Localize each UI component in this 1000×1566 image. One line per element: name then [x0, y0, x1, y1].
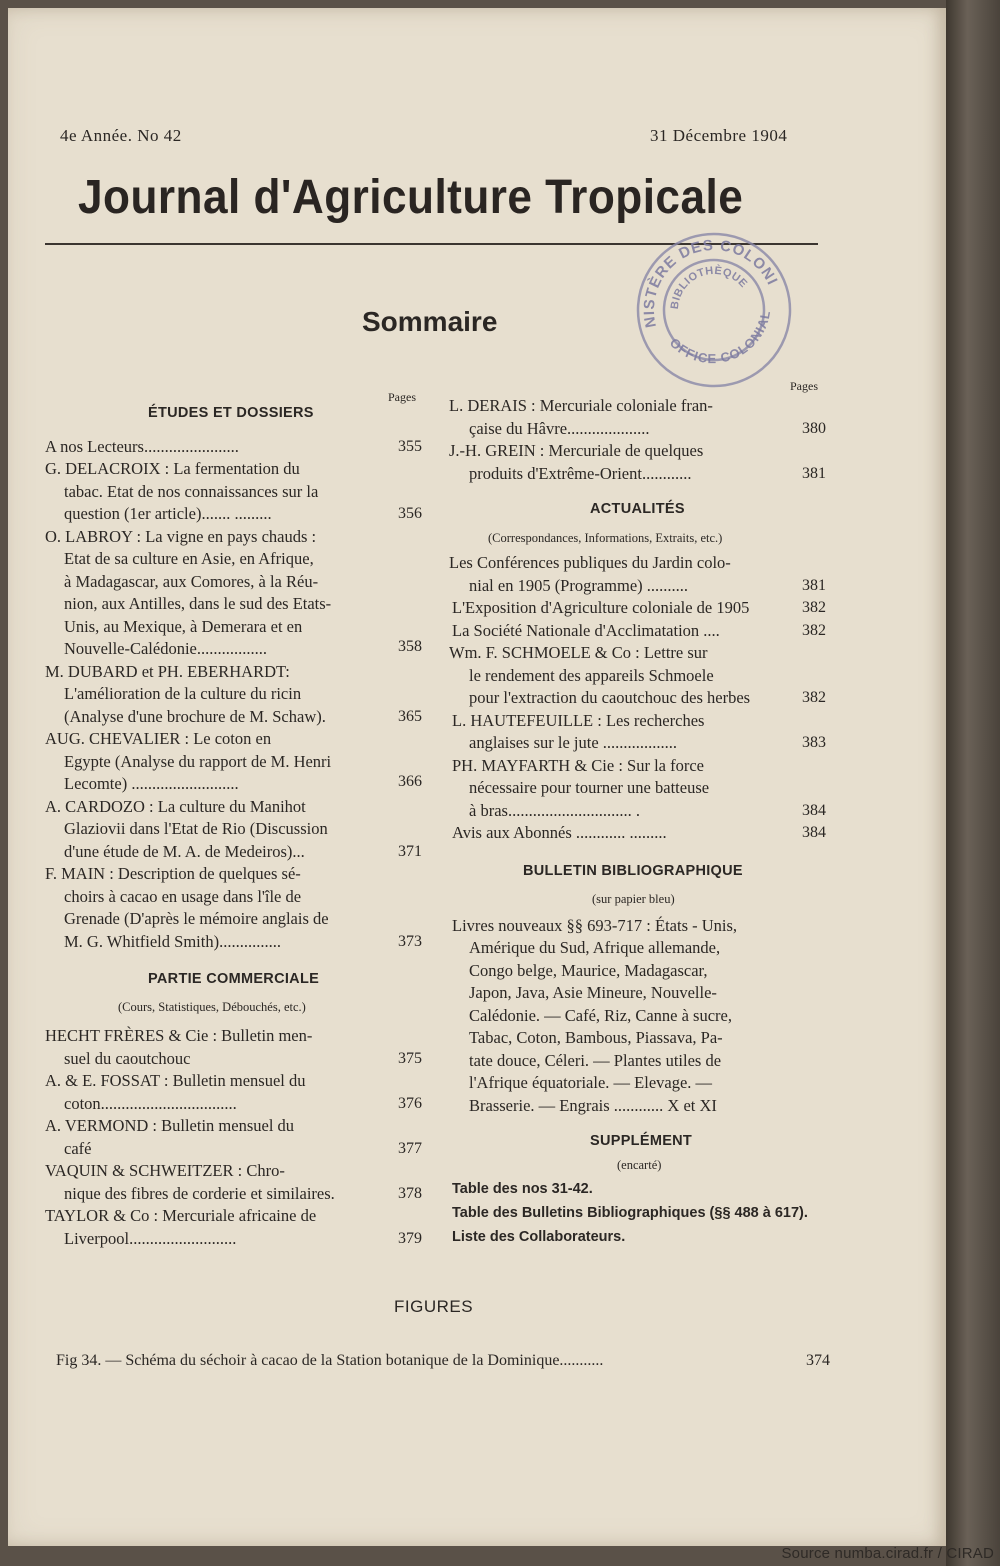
- page-number: 380: [802, 420, 826, 437]
- page-number: 382: [802, 599, 826, 616]
- toc-line: Liste des Collaborateurs.: [452, 1229, 626, 1245]
- toc-line: pour l'extraction du caoutchouc des herbes: [469, 688, 751, 707]
- section-subheading: (encarté): [617, 1158, 662, 1172]
- toc-line: nique des fibres de corderie et similaires.: [64, 1184, 335, 1203]
- page-number: 356: [398, 505, 422, 522]
- section-heading: PARTIE COMMERCIALE: [148, 971, 320, 987]
- page-number: 371: [398, 843, 422, 860]
- sommaire-title: Sommaire: [362, 306, 498, 337]
- toc-line: tate douce, Céleri. — Plantes utiles de: [469, 1051, 722, 1070]
- toc-line: Liverpool..........................: [64, 1229, 237, 1248]
- page-number: 381: [802, 465, 826, 482]
- page-number: 358: [398, 638, 422, 655]
- page-edge: [946, 0, 1000, 1566]
- section-heading: BULLETIN BIBLIOGRAPHIQUE: [523, 863, 743, 879]
- toc-line: Grenade (D'après le mémoire anglais de: [64, 909, 329, 928]
- toc-line: Nouvelle-Calédonie.................: [64, 639, 267, 658]
- toc-line: VAQUIN & SCHWEITZER : Chro-: [45, 1161, 285, 1180]
- toc-line: (Analyse d'une brochure de M. Schaw).: [64, 707, 326, 726]
- toc-line: J.-H. GREIN : Mercuriale de quelques: [449, 441, 704, 460]
- figure-entry: Fig 34. — Schéma du séchoir à cacao de la Station botanique de la Dominique...........: [56, 1352, 604, 1369]
- toc-line: question (1er article)....... .........: [64, 504, 272, 523]
- toc-line: L'amélioration de la culture du ricin: [64, 684, 302, 703]
- toc-line: Congo belge, Maurice, Madagascar,: [469, 961, 708, 980]
- toc-line: A. VERMOND : Bulletin mensuel du: [45, 1116, 295, 1135]
- toc-line: d'une étude de M. A. de Medeiros)...: [64, 842, 305, 861]
- pages-label: Pages: [790, 379, 818, 393]
- page-number: 377: [398, 1140, 422, 1157]
- page-number: 383: [802, 734, 826, 751]
- toc-line: L. HAUTEFEUILLE : Les recherches: [452, 711, 705, 730]
- journal-title: Journal d'Agriculture Tropicale: [78, 171, 744, 224]
- toc-line: Livres nouveaux §§ 693-717 : États - Unis,: [452, 916, 738, 935]
- toc-line: La Société Nationale d'Acclimatation ....: [452, 621, 720, 640]
- toc-line: l'Afrique équatoriale. — Elevage. —: [469, 1073, 713, 1092]
- toc-line: O. LABROY : La vigne en pays chauds :: [45, 527, 317, 546]
- toc-line: çaise du Hâvre....................: [469, 419, 650, 438]
- toc-line: Amérique du Sud, Afrique allemande,: [469, 938, 721, 957]
- toc-line: tabac. Etat de nos connaissances sur la: [64, 482, 319, 501]
- toc-line: Avis aux Abonnés ............ .........: [452, 823, 667, 842]
- toc-line: AUG. CHEVALIER : Le coton en: [45, 729, 272, 748]
- toc-line: L'Exposition d'Agriculture coloniale de 1905: [452, 598, 750, 617]
- toc-line: A nos Lecteurs.......................: [45, 437, 239, 456]
- page-number: 382: [802, 689, 826, 706]
- section-subheading: (Cours, Statistiques, Débouchés, etc.): [118, 1000, 306, 1014]
- page-number: 379: [398, 1230, 422, 1247]
- toc-line: le rendement des appareils Schmoele: [469, 666, 714, 685]
- page-number: 378: [398, 1185, 422, 1202]
- toc-line: Lecomte) ..........................: [64, 774, 239, 793]
- toc-line: choirs à cacao en usage dans l'île de: [64, 887, 302, 906]
- toc-line: suel du caoutchouc: [64, 1049, 191, 1068]
- pages-label: Pages: [388, 390, 416, 404]
- toc-line: PH. MAYFARTH & Cie : Sur la force: [452, 756, 705, 775]
- stamp-text-top: MINISTÈRE DES COLONIES: [640, 236, 781, 330]
- toc-line: Calédonie. — Café, Riz, Canne à sucre,: [469, 1006, 732, 1025]
- section-subheading: (sur papier bleu): [592, 892, 675, 906]
- issue-number: 4e Année. No 42: [60, 126, 182, 145]
- toc-line: HECHT FRÈRES & Cie : Bulletin men-: [45, 1026, 313, 1045]
- section-heading: ACTUALITÉS: [590, 501, 685, 517]
- page-number: 373: [398, 933, 422, 950]
- stamp-text-bottom: OFFICE COLONIAL: [666, 308, 774, 367]
- toc-line: Les Conférences publiques du Jardin colo-: [449, 553, 731, 572]
- toc-line: M. DUBARD et PH. EBERHARDT:: [45, 662, 290, 681]
- toc-line: Etat de sa culture en Asie, en Afrique,: [64, 549, 314, 568]
- figures-heading: FIGURES: [394, 1297, 474, 1316]
- toc-line: Brasserie. — Engrais ............ X et XI: [469, 1096, 717, 1115]
- toc-line: Wm. F. SCHMOELE & Co : Lettre sur: [449, 643, 708, 662]
- page-number: 365: [398, 708, 422, 725]
- section-heading: SUPPLÉMENT: [590, 1133, 693, 1149]
- toc-line: TAYLOR & Co : Mercuriale africaine de: [45, 1206, 317, 1225]
- page-number: 375: [398, 1050, 422, 1067]
- library-stamp: [630, 226, 798, 394]
- toc-line: Japon, Java, Asie Mineure, Nouvelle-: [469, 983, 717, 1002]
- toc-line: Egypte (Analyse du rapport de M. Henri: [64, 752, 332, 771]
- toc-line: à bras.............................. .: [469, 801, 640, 820]
- page-number: 382: [802, 622, 826, 639]
- section-subheading: (Correspondances, Informations, Extraits, etc.): [488, 531, 723, 545]
- toc-line: G. DELACROIX : La fermentation du: [45, 459, 300, 478]
- toc-line: nécessaire pour tourner une batteuse: [469, 778, 710, 797]
- toc-line: nion, aux Antilles, dans le sud des Etats-: [64, 594, 332, 613]
- page-number: 374: [806, 1352, 830, 1369]
- toc-line: Unis, au Mexique, à Demerara et en: [64, 617, 303, 636]
- page-number: 384: [802, 824, 826, 841]
- toc-line: café: [64, 1139, 92, 1158]
- stamp-text-middle: BIBLIOTHÈQUE: [668, 264, 750, 310]
- toc-line: Table des nos 31-42.: [452, 1181, 593, 1197]
- issue-date: 31 Décembre 1904: [650, 126, 788, 145]
- svg-text:OFFICE COLONIAL: [665, 304, 785, 380]
- toc-line: à Madagascar, aux Comores, à la Réu-: [64, 572, 319, 591]
- toc-line: L. DERAIS : Mercuriale coloniale fran-: [449, 396, 713, 415]
- page-number: 366: [398, 773, 422, 790]
- toc-line: A. & E. FOSSAT : Bulletin mensuel du: [45, 1071, 306, 1090]
- toc-line: anglaises sur le jute ..................: [469, 733, 678, 752]
- toc-line: coton.................................: [64, 1094, 237, 1113]
- toc-line: F. MAIN : Description de quelques sé-: [45, 864, 301, 883]
- toc-line: nial en 1905 (Programme) ..........: [469, 576, 689, 595]
- source-credit: Source numba.cirad.fr / CIRAD: [781, 1545, 994, 1562]
- page-number: 384: [802, 802, 826, 819]
- toc-line: produits d'Extrême-Orient............: [469, 464, 692, 483]
- page-number: 355: [398, 438, 422, 455]
- page-number: 376: [398, 1095, 422, 1112]
- section-heading: ÉTUDES ET DOSSIERS: [148, 405, 314, 421]
- toc-line: Glaziovii dans l'Etat de Rio (Discussion: [64, 819, 328, 838]
- toc-line: Tabac, Coton, Bambous, Piassava, Pa-: [469, 1028, 723, 1047]
- page-number: 381: [802, 577, 826, 594]
- toc-line: M. G. Whitfield Smith)...............: [64, 932, 281, 951]
- toc-line: A. CARDOZO : La culture du Manihot: [45, 797, 306, 816]
- toc-line: Table des Bulletins Bibliographiques (§§ 488 à 617).: [452, 1205, 808, 1221]
